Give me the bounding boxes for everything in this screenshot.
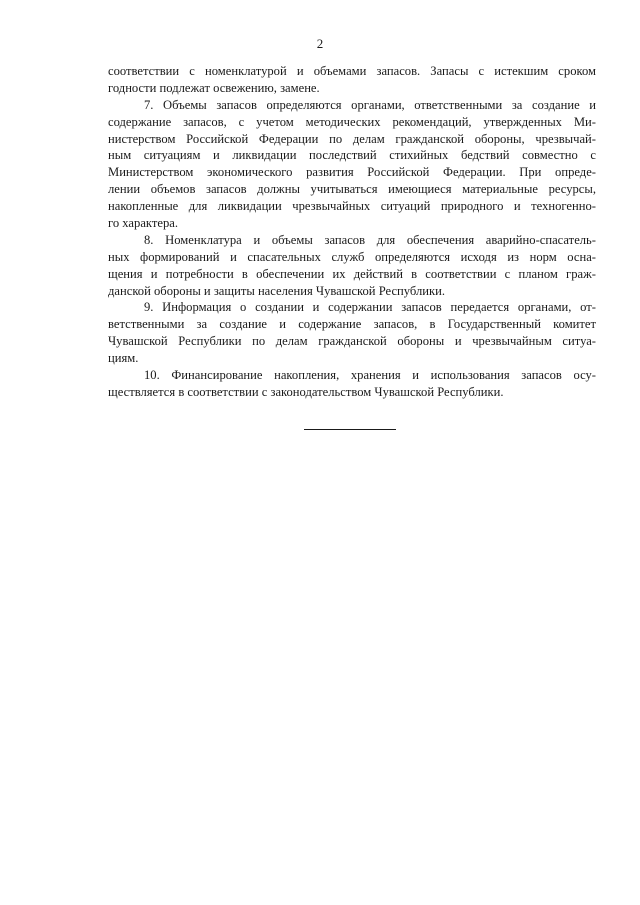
text-line: Чувашской Республики по делам гражданской обороны и чрезвычайным ситуа- xyxy=(108,334,596,349)
text-line: лении объемов запасов должны учитываться имеющиеся материальные ресурсы, xyxy=(108,182,596,197)
page-number: 2 xyxy=(316,36,324,51)
text-line: 7. Объемы запасов определяются органами, ответственными за создание и xyxy=(144,97,596,112)
paragraph-6-continued xyxy=(108,63,596,97)
text-line: щения и потребности в обеспечении их действий в соответствии с планом граж- xyxy=(108,266,596,281)
text-line: ным ситуациям и ликвидации последствий стихийных бедствий совместно с xyxy=(108,148,596,163)
document-body xyxy=(108,63,596,401)
text-line: содержание запасов, с учетом методических рекомендаций, утвержденных Ми- xyxy=(108,114,596,129)
text-line: ных формирований и спасательных служб определяются исходя из норм осна- xyxy=(108,249,596,264)
text-line: 8. Номенклатура и объемы запасов для обеспечения аварийно-спасатель- xyxy=(144,232,596,247)
text-line: 10. Финансирование накопления, хранения и использования запасов осу- xyxy=(144,368,596,383)
text-line: ществляется в соответствии с законодательством Чувашской Республики. xyxy=(108,384,504,399)
paragraph-9 xyxy=(108,299,596,367)
paragraph-10 xyxy=(108,367,596,401)
text-line: данской обороны и защиты населения Чувашской Республики. xyxy=(108,283,446,298)
text-line: нистерством Российской Федерации по делам гражданской обороны, чрезвычай- xyxy=(108,131,596,146)
text-line: 9. Информация о создании и содержании запасов передается органами, от- xyxy=(144,300,596,315)
end-separator-line xyxy=(304,429,396,430)
text-line: накопленные для ликвидации чрезвычайных ситуаций природного и техногенно- xyxy=(108,199,596,214)
text-line: годности подлежат освежению, замене. xyxy=(108,80,320,95)
text-line: го характера. xyxy=(108,216,178,231)
text-line: циям. xyxy=(108,351,139,366)
paragraph-7 xyxy=(108,97,596,232)
text-line: соответствии с номенклатурой и объемами запасов. Запасы с истекшим сроком xyxy=(108,64,596,78)
text-line: ветственными за создание и содержание запасов, в Государственный комитет xyxy=(108,317,596,332)
text-line: Министерством экономического развития Российской Федерации. При опреде- xyxy=(108,165,596,180)
paragraph-8 xyxy=(108,232,596,300)
